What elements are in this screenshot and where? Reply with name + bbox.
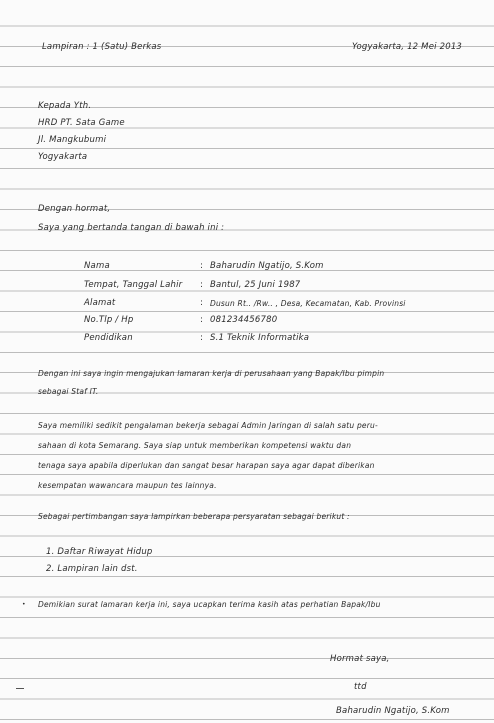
attachment-line: Lampiran : 1 (Satu) Berkas <box>42 42 162 52</box>
identity-colon: : <box>200 261 203 271</box>
identity-value-phone: 081234456780 <box>210 315 278 325</box>
identity-label-name: Nama <box>84 261 110 271</box>
identity-value-birth: Bantul, 25 Juni 1987 <box>210 280 301 290</box>
place-date: Yogyakarta, 12 Mei 2013 <box>352 42 463 52</box>
identity-value-name: Baharudin Ngatijo, S.Kom <box>210 261 324 271</box>
identity-label-education: Pendidikan <box>84 333 133 343</box>
identity-colon: : <box>200 333 203 343</box>
intro-line: Saya yang bertanda tangan di bawah ini : <box>38 223 225 233</box>
paragraph2-line-1: Saya memiliki sedikit pengalaman bekerja sebagai Admin Jaringan di salah satu peru- <box>38 421 378 430</box>
signoff: Hormat saya, <box>330 654 390 664</box>
closing-line: Demikian surat lamaran kerja ini, saya ucapkan terima kasih atas perhatian Bapak/Ibu <box>38 600 381 609</box>
attachments-intro: Sebagai pertimbangan saya lampirkan beberapa persyaratan sebagai berikut : <box>38 512 350 521</box>
identity-label-phone: No.Tlp / Hp <box>84 315 134 325</box>
bullet-mark: • <box>22 601 26 608</box>
identity-value-education: S.1 Teknik Informatika <box>210 333 310 343</box>
attachment-item-1: 1. Daftar Riwayat Hidup <box>46 547 153 557</box>
margin-dash <box>16 688 24 689</box>
paragraph2-line-2: sahaan di kota Semarang. Saya siap untuk memberikan kompetensi waktu dan <box>38 441 352 450</box>
identity-colon: : <box>200 315 203 325</box>
identity-label-birth: Tempat, Tanggal Lahir <box>84 280 183 290</box>
identity-value-address: Dusun Rt.. /Rw.. , Desa, Kecamatan, Kab. Provinsi <box>210 299 406 308</box>
recipient-line-1: Kepada Yth. <box>38 101 92 111</box>
identity-label-address: Alamat <box>84 298 116 308</box>
paragraph2-line-4: kesempatan wawancara maupun tes lainnya. <box>38 481 217 490</box>
identity-colon: : <box>200 298 203 308</box>
paragraph1-line-1: Dengan ini saya ingin mengajukan lamaran kerja di perusahaan yang Bapak/Ibu pimpin <box>38 369 385 378</box>
recipient-line-2: HRD PT. Sata Game <box>38 118 125 128</box>
greeting: Dengan hormat, <box>38 204 111 214</box>
recipient-line-4: Yogyakarta <box>38 152 88 162</box>
recipient-line-3: Jl. Mangkubumi <box>38 135 107 145</box>
signer-name: Baharudin Ngatijo, S.Kom <box>336 706 450 716</box>
paragraph1-line-2: sebagai Staf IT. <box>38 387 99 396</box>
identity-colon: : <box>200 280 203 290</box>
attachment-item-2: 2. Lampiran lain dst. <box>46 564 138 574</box>
paragraph2-line-3: tenaga saya apabila diperlukan dan sangat besar harapan saya agar dapat diberikan <box>38 461 375 470</box>
signature-mark: ttd <box>354 682 367 692</box>
